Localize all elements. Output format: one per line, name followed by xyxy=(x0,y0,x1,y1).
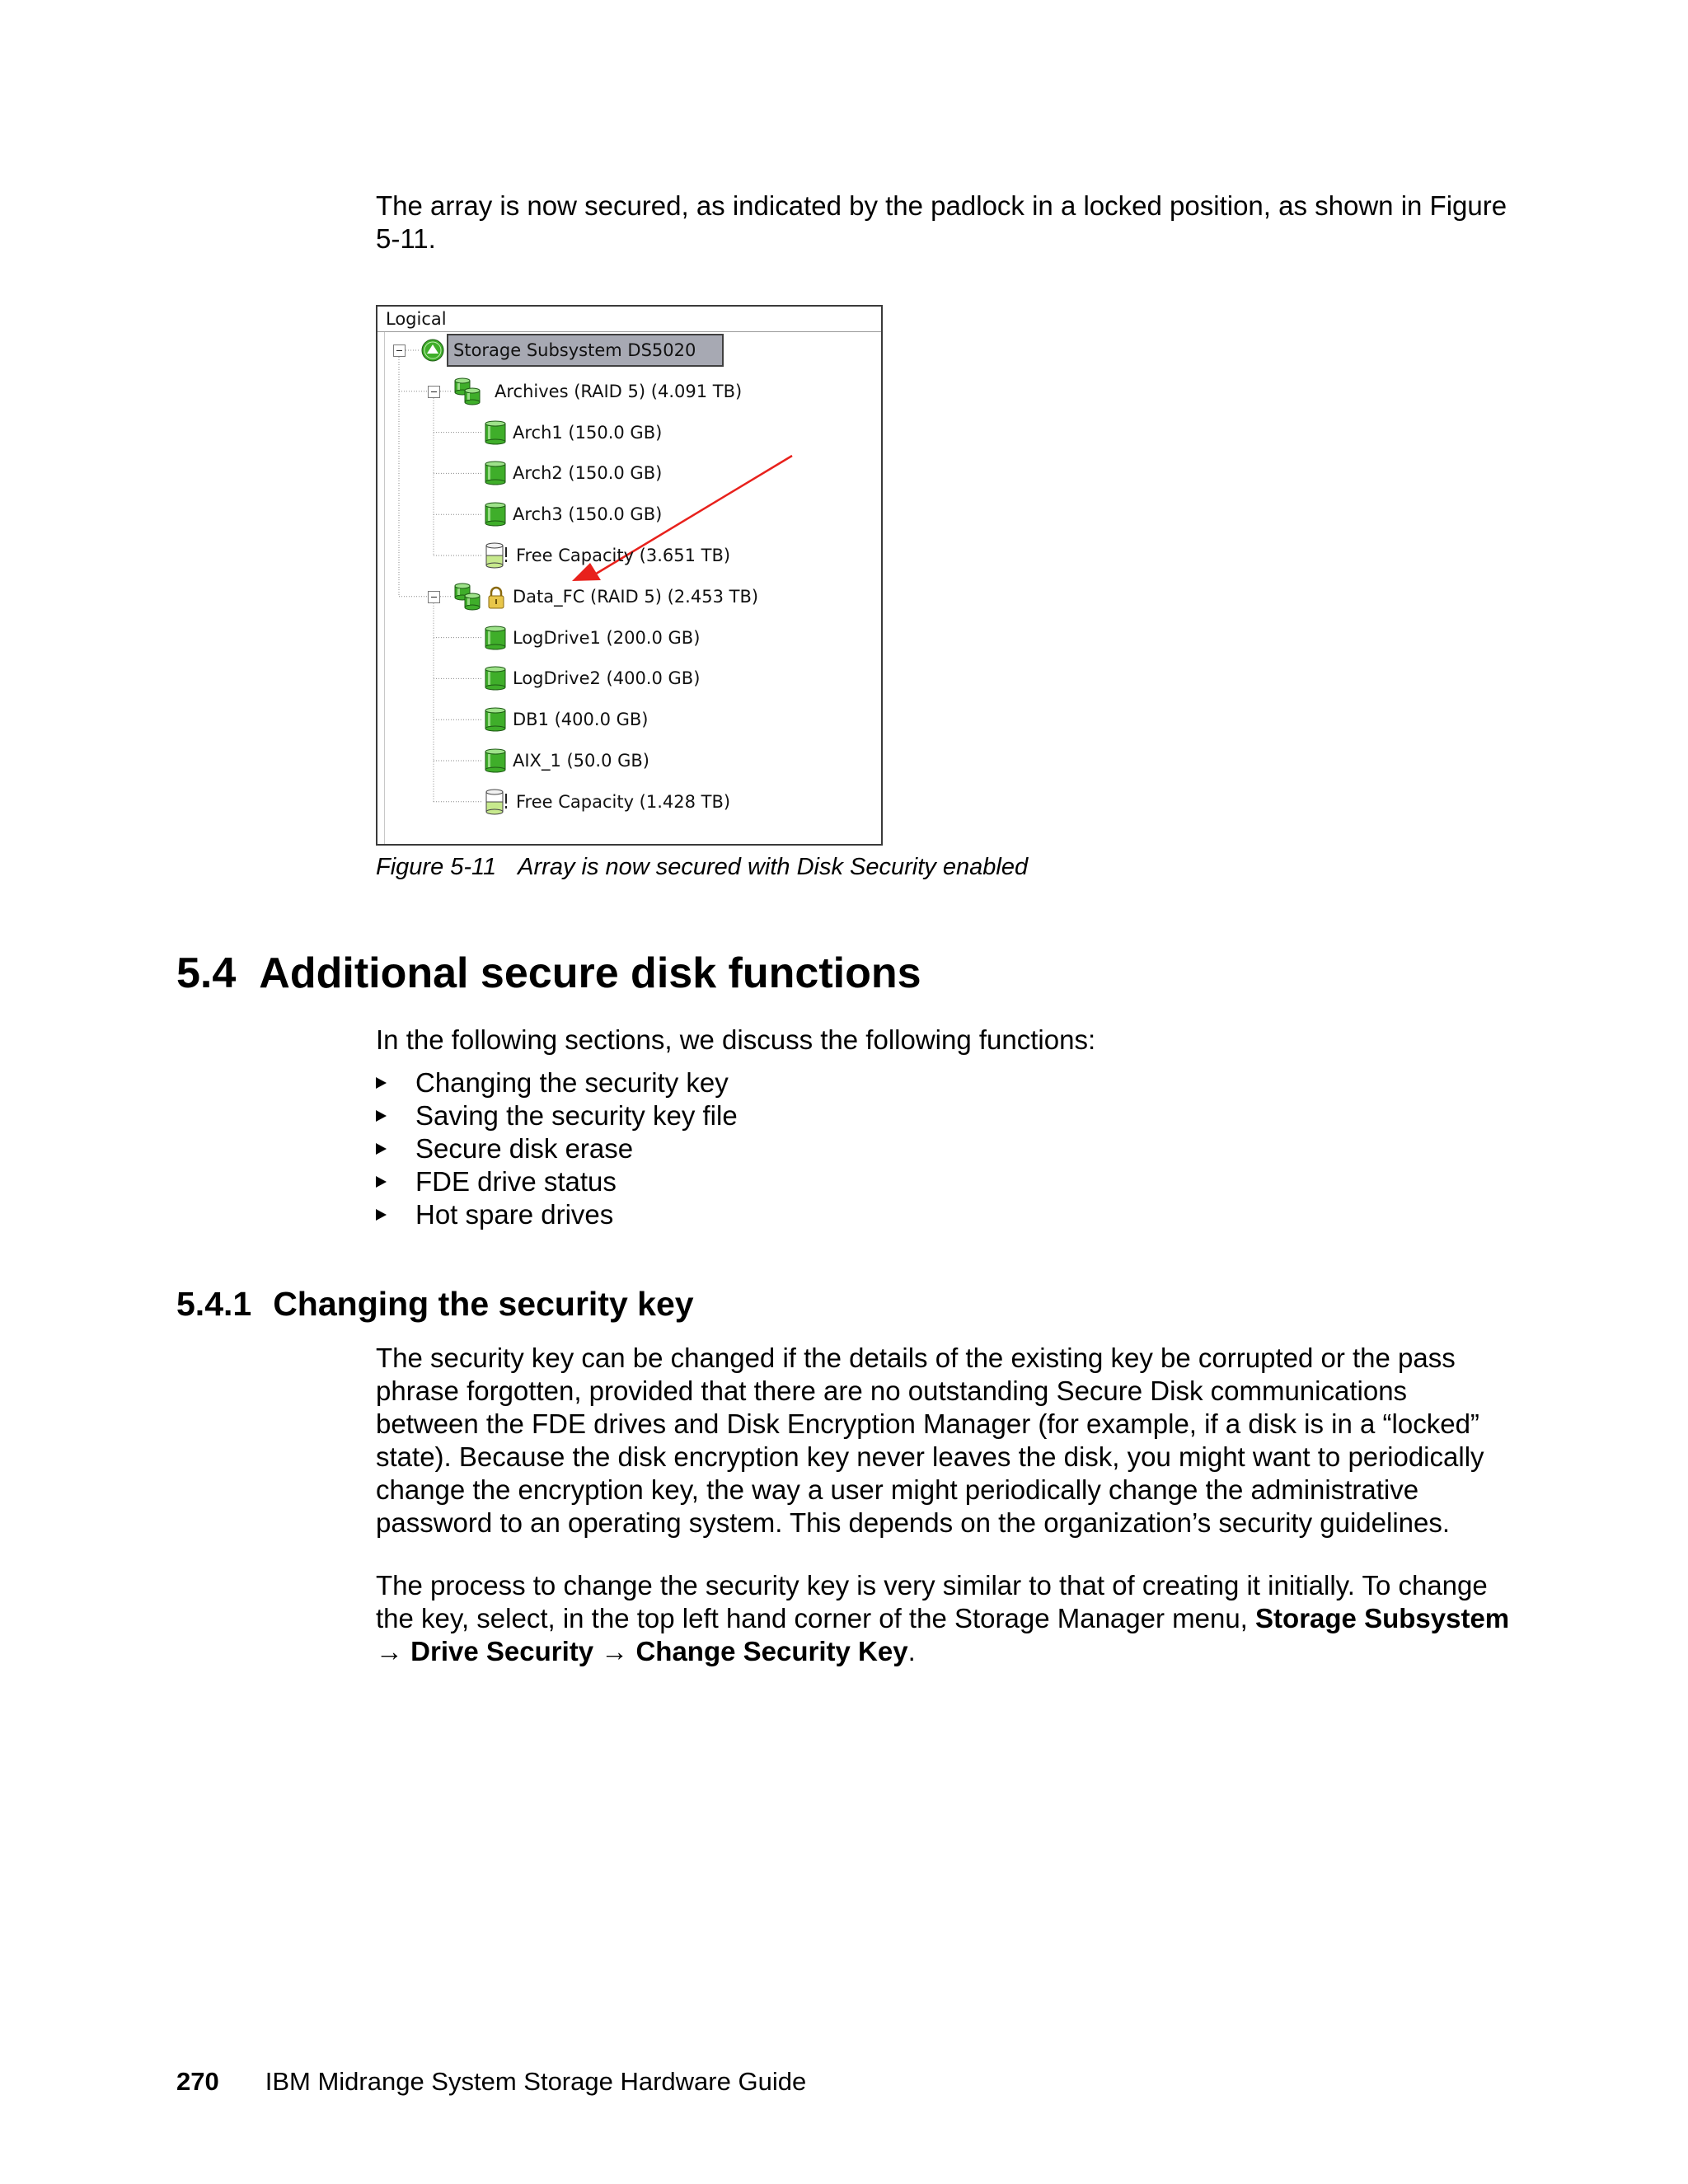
tree-node-label: DB1 (400.0 GB) xyxy=(513,710,649,730)
storage-subsystem-icon xyxy=(420,338,445,363)
array-icon xyxy=(453,377,490,406)
tree-node-label: Free Capacity (3.651 TB) xyxy=(516,546,731,565)
tree-node-label: Data_FC (RAID 5) (2.453 TB) xyxy=(513,586,759,607)
section-title: Additional secure disk functions xyxy=(259,949,921,997)
bullet-triangle-icon xyxy=(376,1209,387,1221)
tree-node[interactable] xyxy=(483,703,648,736)
tree-node[interactable] xyxy=(483,744,649,777)
tree-node[interactable] xyxy=(420,334,724,367)
collapse-toggle-icon[interactable] xyxy=(393,344,406,357)
padlock-icon xyxy=(488,585,506,610)
menu-path-step: Storage Subsystem xyxy=(1255,1603,1510,1633)
logical-drive-icon xyxy=(483,460,508,486)
tree-node[interactable] xyxy=(483,457,662,490)
tree-node-label: Storage Subsystem DS5020 xyxy=(447,334,724,367)
tree-node-label: LogDrive1 (200.0 GB) xyxy=(513,627,701,648)
tree-node[interactable] xyxy=(453,375,742,408)
tree-node-label: Free Capacity (1.428 TB) xyxy=(516,791,731,812)
tree-node-label: LogDrive2 (400.0 GB) xyxy=(513,668,701,689)
tree-node[interactable] xyxy=(483,621,700,654)
free-capacity-icon xyxy=(483,789,511,815)
bullet-triangle-icon xyxy=(376,1176,387,1188)
figure-caption xyxy=(376,854,1028,881)
figure-caption-number: Figure 5-11 xyxy=(376,854,497,880)
subsection-paragraph-2: The process to change the security key is very similar to that of creating it initially. To change the key, select, in the top left hand corner of the Storage Manager menu, Storage Subsystem → Drive Security → Change Security Key. xyxy=(376,1570,1510,1666)
subsection-number: 5.4.1 xyxy=(176,1285,252,1323)
function-list xyxy=(376,1066,738,1231)
subsection-heading xyxy=(176,1283,694,1324)
logical-drive-icon xyxy=(483,419,508,446)
section-heading xyxy=(176,948,921,999)
bullet-triangle-icon xyxy=(376,1077,387,1089)
subsection-paragraph-1: The security key can be changed if the details of the existing key be corrupted or the pass phrase forgotten, provided that there are no outstanding Secure Disk communications between the FDE drives and Disk Encryption Manager (for example, if a disk is in a “locked” state). Because the disk encryption key never leaves the disk, you might want to periodically change the encryption key, the way a user might periodically change the administrative password to an operating system. This depends on the organization’s security guidelines. xyxy=(376,1343,1484,1538)
book-title: IBM Midrange System Storage Hardware Guide xyxy=(265,2067,807,2096)
tree-node[interactable] xyxy=(453,580,758,613)
page-footer xyxy=(176,2065,806,2098)
subsection-title: Changing the security key xyxy=(273,1285,694,1323)
tree-node[interactable] xyxy=(483,416,662,449)
collapse-toggle-icon[interactable] xyxy=(428,386,440,398)
list-item: FDE drive status xyxy=(376,1165,738,1198)
page-number: 270 xyxy=(176,2067,219,2096)
logical-drive-icon xyxy=(483,748,508,774)
list-item: Saving the security key file xyxy=(376,1099,738,1132)
list-item: Secure disk erase xyxy=(376,1132,738,1165)
tree-node-label: Arch2 (150.0 GB) xyxy=(513,463,663,484)
logical-drive-icon xyxy=(483,706,508,733)
tree-node[interactable] xyxy=(483,539,730,572)
free-capacity-icon xyxy=(483,542,511,569)
tree-node[interactable] xyxy=(483,662,700,695)
figure-caption-text: Array is now secured with Disk Security enabled xyxy=(518,854,1029,880)
bullet-triangle-icon xyxy=(376,1143,387,1155)
logical-drive-icon xyxy=(483,625,508,651)
section-number: 5.4 xyxy=(176,949,237,997)
tree-node-label: AIX_1 (50.0 GB) xyxy=(513,751,649,771)
logical-drive-icon xyxy=(483,665,508,691)
logical-drive-icon xyxy=(483,501,508,527)
menu-path-arrow: → xyxy=(376,1636,403,1666)
array-icon xyxy=(453,582,508,612)
section-intro: In the following sections, we discuss the following functions: xyxy=(376,1024,1096,1055)
tree-node[interactable] xyxy=(483,498,662,531)
tree-node-label: Arch3 (150.0 GB) xyxy=(513,504,663,525)
pane-title: Logical xyxy=(386,309,447,329)
menu-path-step: Change Security Key xyxy=(635,1636,908,1666)
list-item: Changing the security key xyxy=(376,1066,738,1099)
collapse-toggle-icon[interactable] xyxy=(428,591,440,603)
menu-path-arrow: → xyxy=(601,1636,629,1666)
tree-node-label: Arch1 (150.0 GB) xyxy=(513,422,663,443)
intro-paragraph: The array is now secured, as indicated by the padlock in a locked position, as shown in Figure 5-11. xyxy=(376,190,1507,254)
tree-node[interactable] xyxy=(483,785,730,818)
menu-path-step: Drive Security xyxy=(410,1636,594,1666)
bullet-triangle-icon xyxy=(376,1110,387,1122)
tree-node-label: Archives (RAID 5) (4.091 TB) xyxy=(495,381,743,401)
list-item: Hot spare drives xyxy=(376,1198,738,1231)
logical-tree-figure xyxy=(376,305,883,846)
